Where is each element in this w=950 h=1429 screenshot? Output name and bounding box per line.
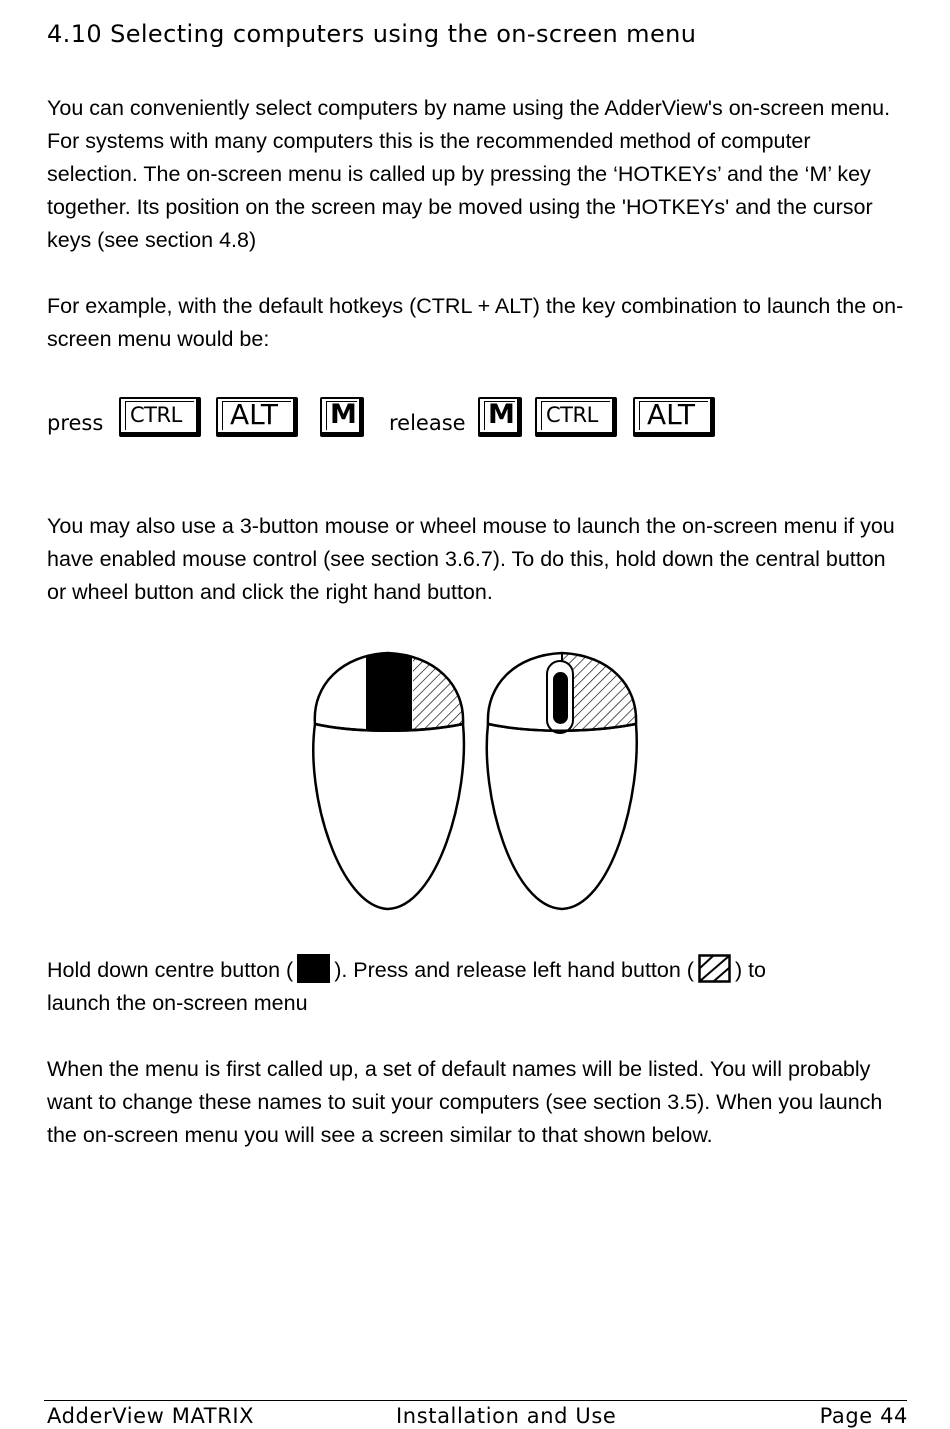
default-names-paragraph: When the menu is first called up, a set of default names will be listed. You will probably want to change these names to suit your computers (see section 3.5). When you launch the on-screen menu you will see a screen similar to that shown below. (47, 1057, 883, 1147)
ctrl-key-icon: CTRL (119, 397, 201, 437)
hatched-button-swatch-icon (698, 954, 731, 983)
alt-key-icon: ALT (216, 397, 298, 437)
three-button-mouse-icon (313, 645, 468, 909)
footer-product-name: AdderView MATRIX (47, 1404, 255, 1428)
release-label: release (389, 411, 466, 435)
key-sequence (47, 397, 847, 447)
m-key-icon: M (320, 397, 364, 437)
ctrl-key-icon: CTRL (535, 397, 617, 437)
m-key-icon: M (478, 397, 522, 437)
mouse-paragraph: You may also use a 3-button mouse or wheel mouse to launch the on-screen menu if you have enabled mouse control (see section 3.6.7). To do this, hold down the central button or wheel button and click the right hand button. (47, 514, 895, 604)
mouse-illustrations (300, 645, 650, 915)
alt-key-icon: ALT (633, 397, 715, 437)
press-label: press (47, 411, 104, 435)
footer-page-number: Page 44 (819, 1404, 908, 1428)
footer-document-title: Installation and Use (396, 1404, 617, 1428)
intro-paragraph: You can conveniently select computers by name using the AdderView's on-screen menu. For systems with many computers this is the recommended method of computer selection. The on-screen menu is called up by pressing the ‘HOTKEYs’ and the ‘M’ key together. Its position on the screen may be moved using the 'HOTKEYs' and the cursor keys (see section 4.8) (47, 96, 891, 252)
centre-button-swatch-icon (297, 954, 330, 983)
wheel-mouse-icon (487, 645, 642, 909)
footer-divider (44, 1400, 907, 1401)
section-heading: 4.10 Selecting computers using the on-screen menu (47, 20, 697, 48)
example-paragraph: For example, with the default hotkeys (CTRL + ALT) the key combination to launch the on-screen menu would be: (47, 294, 904, 351)
hold-instruction: Hold down centre button ( ). Press and release left hand button ( ) to launch the on-screen menu (47, 954, 907, 1020)
